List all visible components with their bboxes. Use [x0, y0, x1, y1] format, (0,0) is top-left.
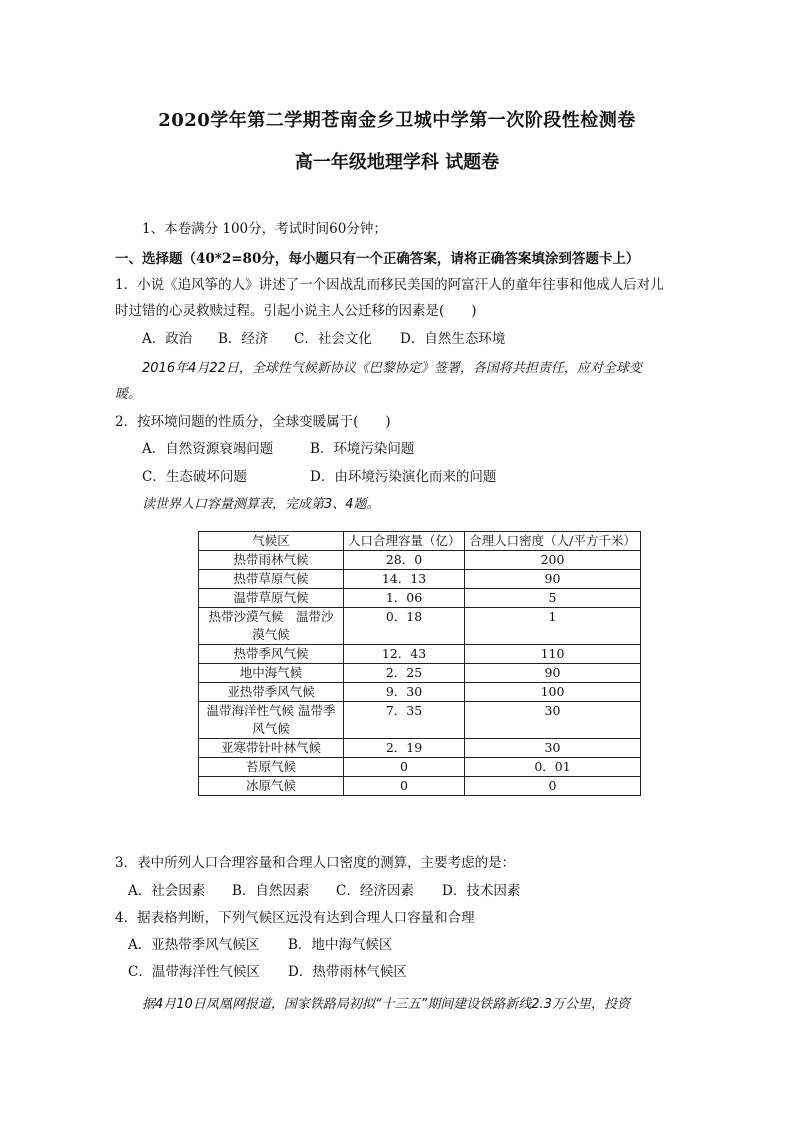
table-row	[199, 664, 641, 683]
table-row	[199, 739, 641, 758]
table-row	[199, 608, 641, 645]
density-cell: 90	[465, 664, 641, 683]
q2-option-a: A．自然资源衰竭问题	[142, 441, 274, 457]
question-4: 4．据表格判断，下列气候区远没有达到合理人口容量和合理	[115, 910, 475, 926]
capacity-cell: 2．19	[344, 739, 465, 758]
climate-cell: 热带草原气候	[199, 570, 344, 589]
exam-subtitle: 高一年级地理学科 试题卷	[294, 152, 500, 173]
climate-cell: 地中海气候	[199, 664, 344, 683]
density-cell: 30	[465, 702, 641, 739]
q1-option-a: A．政治	[142, 331, 193, 347]
table-row	[199, 570, 641, 589]
q4-option-b: B．地中海气候区	[288, 937, 393, 953]
question-3: 3．表中所列人口合理容量和合理人口密度的测算，主要考虑的是：	[115, 855, 516, 871]
table-row	[199, 589, 641, 608]
population-capacity-table	[198, 531, 641, 796]
q2-option-b: B．环境污染问题	[310, 441, 415, 457]
exam-note: 1、本卷满分 100分，考试时间60分钟；	[142, 221, 387, 237]
q2-option-c: C．生态破坏问题	[142, 469, 247, 485]
capacity-cell: 28．0	[344, 551, 465, 570]
capacity-cell: 0	[344, 777, 465, 796]
passage-3: 据4月10日凤凰网报道，国家铁路局初拟“十三五”期间建设铁路新线2.3万公里，投资	[142, 997, 630, 1012]
density-cell: 30	[465, 739, 641, 758]
passage-1-line1: 2016年4月22日，全球性气候新协议《巴黎协定》签署，各国将共担责任，应对全球变	[142, 361, 642, 376]
table-row	[199, 683, 641, 702]
capacity-cell: 0	[344, 758, 465, 777]
climate-cell: 温带海洋性气候 温带季风气候	[199, 702, 344, 739]
table-header-row	[199, 532, 641, 551]
climate-cell: 亚热带季风气候	[199, 683, 344, 702]
density-cell: 110	[465, 645, 641, 664]
density-cell: 100	[465, 683, 641, 702]
q3-option-d: D．技术因素	[442, 883, 521, 899]
capacity-cell: 14．13	[344, 570, 465, 589]
table-row	[199, 758, 641, 777]
question-1-line1: 1．小说《追风筝的人》讲述了一个因战乱而移民美国的阿富汗人的童年往事和他成人后对儿	[115, 277, 664, 293]
climate-cell: 亚寒带针叶林气候	[199, 739, 344, 758]
density-cell: 200	[465, 551, 641, 570]
q3-option-a: A．社会因素	[128, 883, 206, 899]
climate-cell: 热带季风气候	[199, 645, 344, 664]
section-heading: 一、选择题（40*2=80分，每小题只有一个正确答案，请将正确答案填涂到答题卡上）	[115, 251, 640, 267]
climate-cell: 冰原气候	[199, 777, 344, 796]
q1-option-d: D．自然生态环境	[400, 331, 506, 347]
question-1-line2: 时过错的心灵救赎过程。引起小说主人公迁移的因素是( )	[115, 303, 477, 319]
capacity-cell: 2．25	[344, 664, 465, 683]
q3-option-b: B．自然因素	[232, 883, 310, 899]
density-cell: 0	[465, 777, 641, 796]
q1-option-c: C．社会文化	[294, 331, 372, 347]
table-row	[199, 551, 641, 570]
q3-option-c: C．经济因素	[336, 883, 414, 899]
climate-cell: 温带草原气候	[199, 589, 344, 608]
capacity-cell: 1．06	[344, 589, 465, 608]
capacity-cell: 12．43	[344, 645, 465, 664]
climate-cell: 热带雨林气候	[199, 551, 344, 570]
exam-title: 2020学年第二学期苍南金乡卫城中学第一次阶段性检测卷	[158, 110, 636, 131]
q4-option-c: C．温带海洋性气候区	[128, 964, 260, 980]
density-cell: 5	[465, 589, 641, 608]
density-cell: 90	[465, 570, 641, 589]
question-2: 2．按环境问题的性质分，全球变暖属于( )	[115, 414, 391, 430]
capacity-cell: 9．30	[344, 683, 465, 702]
table-header-cell: 气候区	[199, 532, 344, 551]
passage-2: 读世界人口容量测算表，完成第3、4题。	[142, 497, 380, 512]
climate-cell: 苔原气候	[199, 758, 344, 777]
density-cell: 0．01	[465, 758, 641, 777]
table-row	[199, 777, 641, 796]
capacity-cell: 7．35	[344, 702, 465, 739]
table-row	[199, 645, 641, 664]
passage-1-line2: 暖。	[115, 387, 142, 402]
table-header-cell: 人口合理容量（亿）	[344, 532, 465, 551]
climate-cell: 热带沙漠气候 温带沙漠气候	[199, 608, 344, 645]
density-cell: 1	[465, 608, 641, 645]
table-row	[199, 702, 641, 739]
q4-option-d: D．热带雨林气候区	[288, 964, 407, 980]
capacity-cell: 0．18	[344, 608, 465, 645]
q1-option-b: B．经济	[218, 331, 269, 347]
q2-option-d: D．由环境污染演化而来的问题	[310, 469, 497, 485]
table-header-cell: 合理人口密度（人/平方千米）	[465, 532, 641, 551]
q4-option-a: A．亚热带季风气候区	[128, 937, 260, 953]
